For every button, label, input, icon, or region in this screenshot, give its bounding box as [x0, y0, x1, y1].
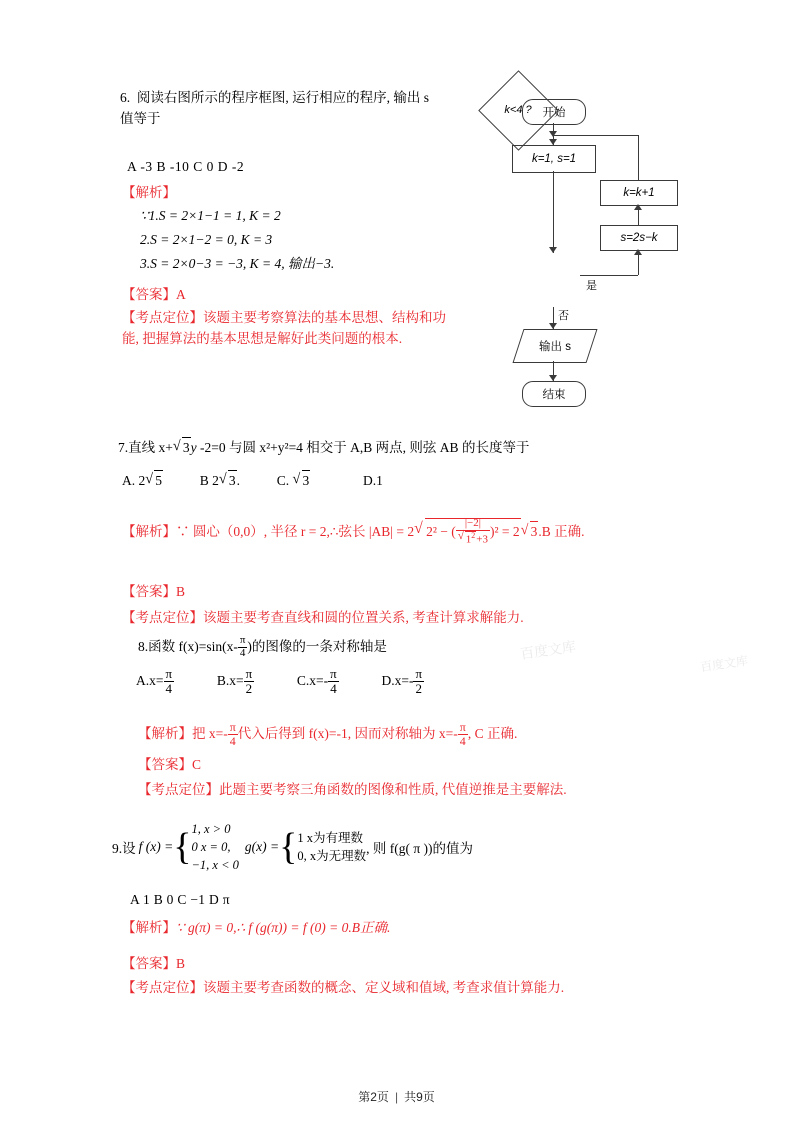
flow-label-no: 否: [558, 310, 569, 322]
q9-answer: B: [176, 956, 186, 971]
q8-answer: C: [192, 757, 202, 772]
flow-arrow-k: [634, 204, 642, 210]
q6-answer: A: [176, 287, 186, 302]
q7-answer-row: [122, 582, 185, 603]
flowchart: [490, 85, 695, 400]
q9-point: [122, 978, 564, 999]
flow-update-s: s=2s−k: [600, 225, 678, 251]
q7-answer: B: [176, 584, 186, 599]
q7-point-label: 【考点定位】: [122, 610, 203, 625]
q9-f-name: f (x) =: [138, 839, 174, 855]
q8-stem-post: )的图像的一条对称轴是: [247, 639, 387, 655]
q6-point: [122, 308, 482, 350]
q8-point-text: 此题主要考察三角函数的图像和性质, 代值逆推是主要解法.: [219, 782, 567, 797]
flow-start: 开始: [522, 99, 586, 125]
page-footer: [0, 1088, 793, 1105]
q9-options: A 1 B 0 C −1 D π: [130, 892, 230, 907]
q9-stem: [112, 820, 672, 874]
q6-options: A -3 B -10 C 0 D -2: [127, 159, 245, 174]
q9-point-text: 该题主要考查函数的概念、定义域和值域, 考查求值计算能力.: [203, 980, 565, 995]
q9-g-cases: 1 x为有理数 0, x为无理数: [297, 831, 367, 864]
watermark: 百度文库: [519, 638, 577, 662]
q7-analysis-rad2: √ 3: [521, 521, 539, 543]
q6-point-line1: 该题主要考察算法的基本思想、结构和功: [203, 310, 446, 325]
footer-sep: |: [394, 1090, 399, 1104]
q6-step3: 3.S = 2×0−3 = −3, K = 4, 输出−3.: [140, 256, 335, 271]
q6-point-line2: 能, 把握算法的基本思想是解好此类问题的根本.: [122, 330, 403, 346]
q7-options: [122, 470, 542, 492]
q6-answer-label: 【答案】: [122, 287, 176, 302]
q8-optD: D.x=- $\frac{\pi}{2}$: [381, 666, 423, 696]
q8-optC: C.x=- $\frac{\pi}{4}$: [296, 666, 337, 696]
q6-step1-pre: ∵1.: [140, 208, 159, 223]
q7-analysis-tail: .B 正确.: [538, 523, 585, 539]
q9-point-label: 【考点定位】: [122, 980, 203, 995]
q7-analysis-label: 【解析】: [122, 523, 176, 539]
q8-optB: B.x= $\frac{\pi}{2}$: [216, 666, 253, 696]
flow-end: 结束: [522, 381, 586, 407]
q7-optC: C. √ 3: [277, 473, 311, 488]
flow-init: k=1, s=1: [512, 145, 596, 173]
q8-stem-frac: $\frac{\pi}{4}$: [239, 634, 246, 659]
q6-answer-row: [122, 285, 186, 306]
q9-answer-row: [122, 954, 185, 975]
q8-optA: A.x= $\frac{\pi}{4}$: [136, 666, 173, 696]
q8-analysis: 【解析】把 x=- $\frac{\pi}{4}$ 代入后得到 f(x)=-1, 因而对称轴为 x=- $\frac{\pi}{4}$ , C 正确.: [138, 720, 518, 748]
q6-analysis-label: 【解析】: [122, 185, 176, 200]
q8-options: [136, 668, 606, 696]
q8-analysis-label: 【解析】: [138, 726, 192, 742]
q6-stem-line2: 值等于: [120, 110, 161, 126]
q8-analysis-b: 代入后得到 f(x)=-1, 因而对称轴为 x=-: [237, 726, 458, 742]
q9-g-name: g(x) =: [244, 839, 280, 855]
q8-stem: [138, 636, 658, 660]
flow-arrow-s: [634, 249, 642, 255]
watermark-2: 百度文库: [699, 653, 749, 675]
q9-f-brace: {: [173, 826, 192, 869]
q8-stem-pre: 8.函数 f(x)=sin(x-: [138, 639, 238, 655]
q9-analysis-label: 【解析】: [122, 920, 176, 935]
q6-stem-line1: 阅读右图所示的程序框图, 运行相应的程序, 输出 s: [136, 90, 430, 105]
q6-number: 6.: [120, 90, 131, 105]
q8-point-label: 【考点定位】: [138, 782, 219, 797]
q8-analysis-c: , C 正确.: [467, 726, 518, 742]
flow-line-back-h: [553, 135, 639, 136]
flow-output: [512, 329, 597, 363]
q7-stem: [118, 437, 678, 459]
flow-line-2: [553, 171, 554, 253]
q9-answer-label: 【答案】: [122, 956, 176, 971]
flow-output-label: 输出 s: [539, 341, 571, 353]
flow-line-back-v: [638, 135, 639, 180]
q6-step1: [140, 206, 281, 227]
q7-stem-radical: √ 3: [173, 437, 191, 459]
q7-analysis-sqrt: √ 2² − ( |−2| √ $1^2+3$ )² = 2: [414, 518, 521, 547]
flow-update-k: k=k+1: [600, 180, 678, 206]
q8-answer-label: 【答案】: [138, 757, 192, 772]
q7-stem-post: -2=0 与圆 x²+y²=4 相交于 A,B 两点, 则弦 AB 的长度等于: [196, 440, 530, 455]
q9-stem-post: , 则 f(g( π ))的值为: [366, 841, 474, 857]
q9-analysis: [122, 918, 642, 939]
q7-analysis-a: ∵ 圆心（0,0）, 半径 r = 2,∴弦长 |AB| = 2: [176, 523, 415, 539]
q7-stem-pre: 7.直线 x+: [118, 440, 173, 455]
footer-total: 共9页: [404, 1090, 435, 1104]
q7-optA: A. 2 √ 5: [122, 473, 163, 488]
q9-stem-pre: 9.设: [112, 841, 136, 857]
q7-stem-mid: y: [190, 440, 197, 455]
q6-stem: [120, 88, 480, 130]
q7-analysis: [122, 518, 682, 547]
q7-optD: D.1: [363, 473, 383, 488]
flow-decision: [490, 85, 568, 133]
footer-page: 第2页: [358, 1090, 389, 1104]
q6-step1-text: S = 2×1−1 = 1, K = 2: [158, 208, 281, 223]
q9-analysis-text: ∵ g(π) = 0,∴ f (g(π)) = f (0) = 0.B正确.: [176, 920, 391, 935]
flow-label-yes: 是: [586, 280, 597, 292]
q8-point: [138, 780, 567, 801]
q7-point-text: 该题主要考查直线和圆的位置关系, 考查计算求解能力.: [203, 610, 524, 625]
q6-point-label: 【考点定位】: [122, 310, 203, 325]
q7-point: [122, 608, 524, 629]
flow-decision-label: k<4 ?: [504, 104, 532, 116]
q8-analysis-a: 把 x=-: [192, 726, 228, 742]
q6-step2: 2.S = 2×1−2 = 0, K = 3: [140, 232, 273, 247]
flow-line-yes: [580, 275, 638, 276]
q7-answer-label: 【答案】: [122, 584, 176, 599]
q7-optB: B 2 √ 3.: [200, 473, 240, 488]
q9-f-cases: 1, x > 0 0 x = 0, −1, x < 0: [191, 822, 239, 873]
q9-g-brace: {: [279, 826, 298, 869]
flow-arrow-back: [549, 131, 557, 137]
q8-answer-row: [138, 755, 201, 776]
flow-arrow-2: [549, 247, 557, 253]
